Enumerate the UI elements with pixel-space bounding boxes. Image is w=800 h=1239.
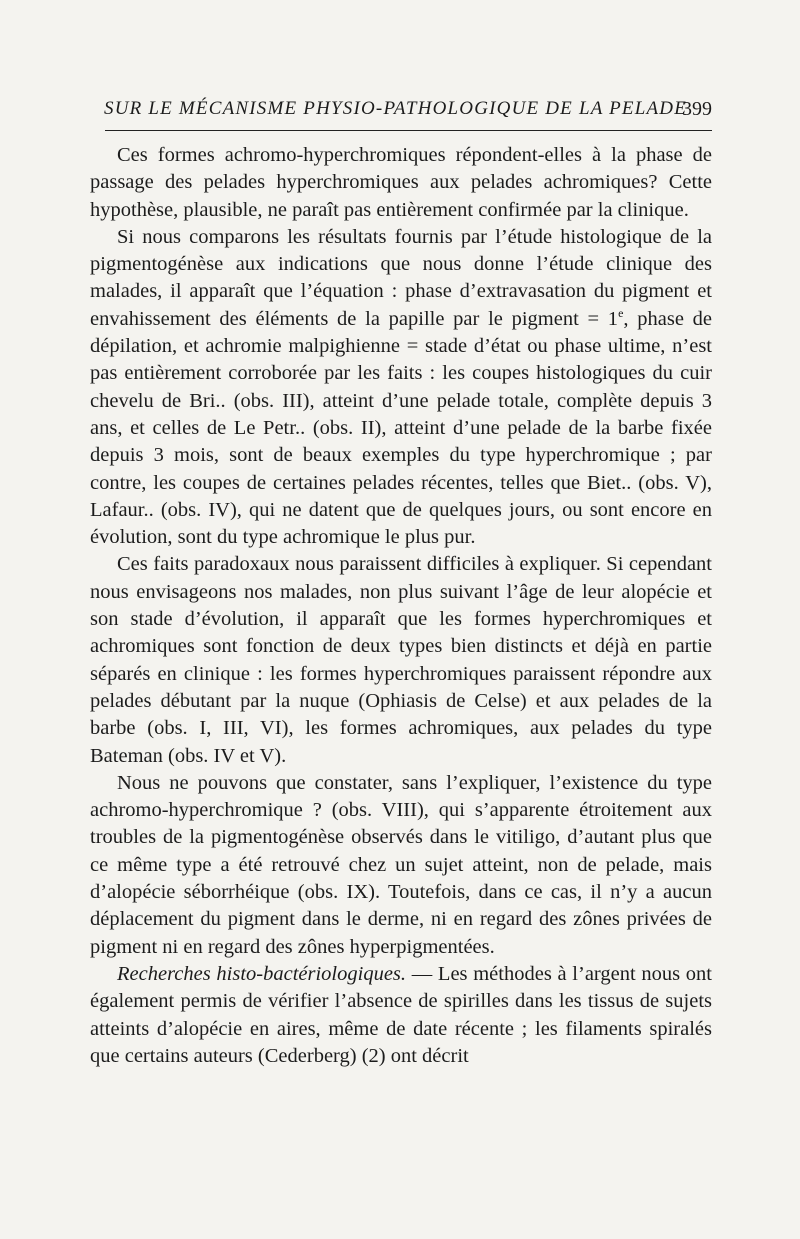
paragraph-2 [90,224,712,552]
page-number: 399 [682,98,712,120]
body-text [90,142,712,1070]
running-title: SUR LE MÉCANISME PHYSIO-PATHOLOGIQUE DE LA PELADE [104,98,688,119]
paragraph-4 [90,770,712,961]
paragraph-2-text-before: Si nous comparons les résultats fournis par l’étude histologique de la pigmentogénèse aux indications que nous donne l’étude clinique des malades, il apparaît que l’équation : phase d’extravasation du pigment et envahissement des éléments de la papille par le pigment = 1 [90,225,712,330]
header-rule [105,130,712,131]
paragraph-3 [90,551,712,769]
paragraph-2-text-after: , phase de dépilation, et achromie malpighienne = stade d’état ou phase ultime, n’est pas entièrement corroborée par les faits : les coupes histologiques du cuir chevelu de Bri.. (obs. III), atteint d’une pelade totale, complète depuis 3 ans, et celles de Le Petr.. (obs. II), atteint d’une pelade de la barbe fixée depuis 3 mois, sont de beaux exemples du type hyperchromique ; par contre, les coupes de certaines pelades récentes, telles que Biet.. (obs. V), Lafaur.. (obs. IV), qui ne datent que de quelques jours, ou sont encore en évolution, sont du type achromique le plus pur. [90,307,712,549]
page-header [90,96,712,126]
paragraph-3-text: Ces faits paradoxaux nous paraissent difficiles à expliquer. Si cependant nous envisageons nos malades, non plus suivant l’âge de leur alopécie et son stade d’évolution, il apparaît que les formes hyperchromiques et achromiques sont fonction de deux types bien distincts et déjà en partie séparés en clinique : les formes hyperchromiques paraissent répondre aux pelades débutant par la nuque (Ophiasis de Celse) et aux pelades de la barbe (obs. I, III, VI), les formes achromiques, aux pelades du type Bateman (obs. IV et V). [90,553,712,767]
paragraph-1-text: Ces formes achromo-hyperchromiques répondent-elles à la phase de passage des pelades hyperchromiques aux pelades achromiques? Cette hypothèse, plausible, ne paraît pas entièrement confirmée par la clinique. [90,144,712,221]
paragraph-4-text: Nous ne pouvons que constater, sans l’expliquer, l’existence du type achromo-hyperchromique ? (obs. VIII), qui s’apparente étroitement aux troubles de la pigmentogénèse observés dans le vitiligo, d’autant plus que ce même type a été retrouvé chez un sujet atteint, non de pelade, mais d’alopécie séborrhéique (obs. IX). Toutefois, dans ce cas, il n’y a aucun déplacement du pigment dans le derme, ni en regard des zônes privées de pigment ni en regard des zônes hyperpigmentées. [90,771,712,958]
superscript-e: e [618,305,624,320]
section-heading-italic: Recherches histo-bactériologiques. [117,962,407,985]
paragraph-5 [90,961,712,1070]
paragraph-1 [90,142,712,224]
paragraph-5-text: — Les méthodes à l’argent nous ont également permis de vérifier l’absence de spirilles dans les tissus de sujets atteints d’alopécie en aires, même de date récente ; les filaments spiralés que certains auteurs (Cederberg) (2) ont décrit [90,962,712,1067]
